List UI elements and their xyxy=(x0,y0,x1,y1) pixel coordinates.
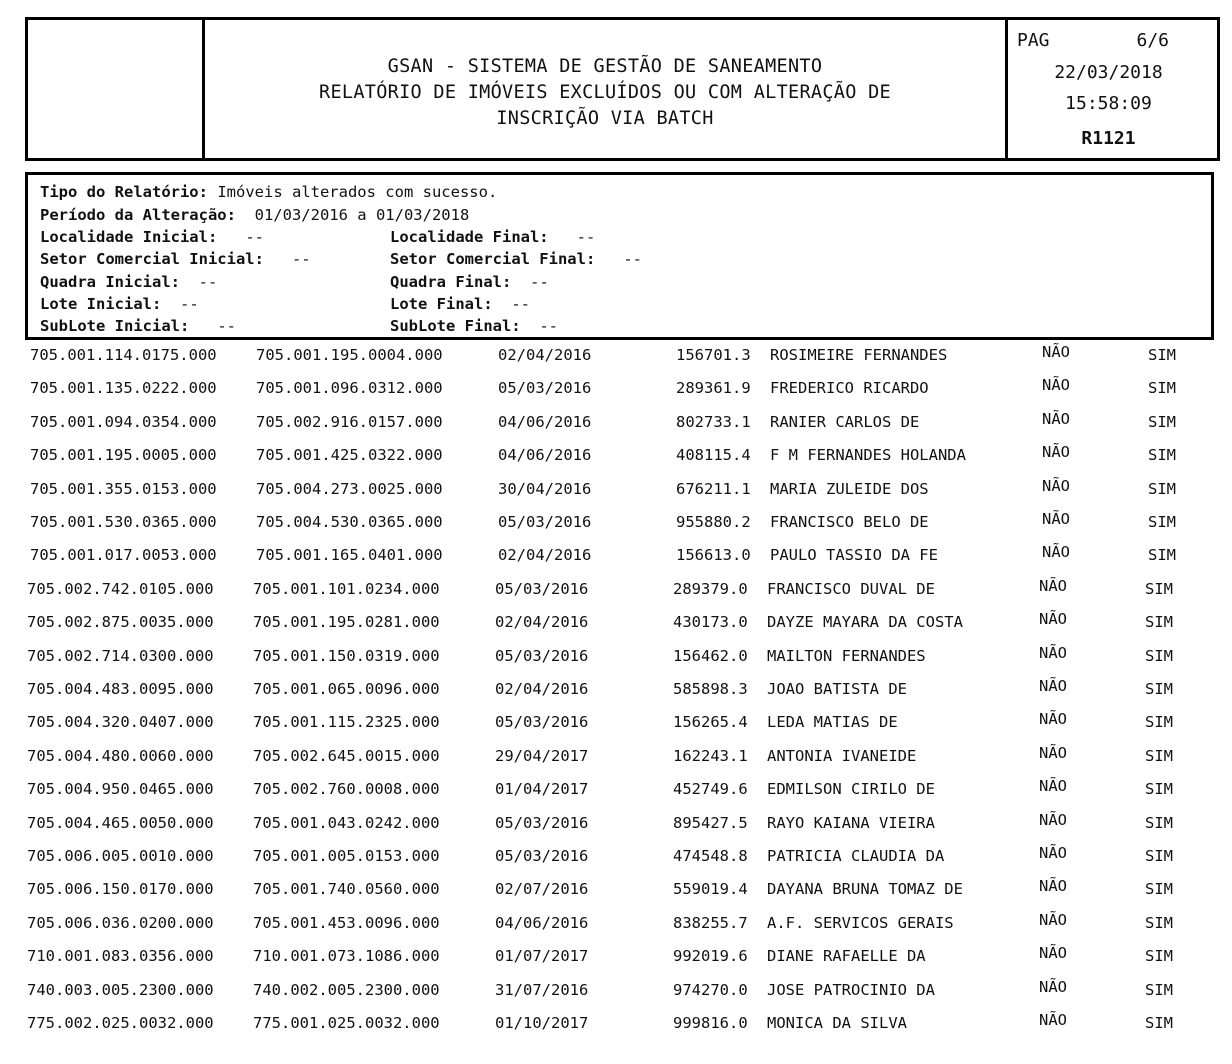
localidade-final-value: -- xyxy=(576,228,596,246)
data-alteracao: 04/06/2016 xyxy=(498,446,592,465)
data-alteracao: 05/03/2016 xyxy=(495,579,589,598)
flag-alterado: SIM xyxy=(1145,613,1173,632)
flag-alterado: SIM xyxy=(1145,813,1173,832)
inscricao-anterior: 705.001.135.0222.000 xyxy=(30,379,217,398)
inscricao-atual: 705.004.273.0025.000 xyxy=(256,479,443,498)
title-line-3: INSCRIÇÃO VIA BATCH xyxy=(496,108,714,129)
data-alteracao: 02/04/2016 xyxy=(495,680,589,698)
nome-cliente: DAYANA BRUNA TOMAZ DE xyxy=(767,880,963,899)
inscricao-anterior: 775.002.025.0032.000 xyxy=(27,1014,214,1032)
inscricao-atual: 705.001.115.2325.000 xyxy=(253,713,440,732)
data-alteracao: 05/03/2016 xyxy=(495,646,589,665)
flag-excluido: NÃO xyxy=(1042,476,1070,495)
report-code: R1121 xyxy=(1081,128,1136,149)
nome-cliente: PATRICIA CLAUDIA DA xyxy=(767,847,945,865)
lote-final-value: -- xyxy=(511,295,530,313)
filter-box xyxy=(25,172,1214,340)
filter-periodo xyxy=(40,206,469,224)
tipo-value: Imóveis alterados com sucesso. xyxy=(217,183,498,201)
inscricao-atual: 705.001.101.0234.000 xyxy=(253,579,440,598)
inscricao-anterior: 705.002.742.0105.000 xyxy=(27,579,214,598)
nome-cliente: MAILTON FERNANDES xyxy=(767,646,926,665)
report-date: 22/03/2018 xyxy=(1054,62,1163,83)
inscricao-atual: 705.002.760.0008.000 xyxy=(253,780,440,799)
data-alteracao: 01/04/2017 xyxy=(495,780,589,799)
flag-excluido: NÃO xyxy=(1039,810,1067,829)
localidade-final-label: Localidade Final: xyxy=(390,228,549,246)
matricula-valor: 999816.0 xyxy=(673,1014,748,1032)
periodo-value: 01/03/2016 a 01/03/2018 xyxy=(254,206,470,224)
matricula-valor: 289379.0 xyxy=(673,579,748,598)
matricula-valor: 156265.4 xyxy=(673,713,748,732)
inscricao-anterior: 705.004.480.0060.000 xyxy=(27,746,214,765)
inscricao-anterior: 705.002.875.0035.000 xyxy=(27,613,214,632)
filter-localidade-final xyxy=(390,228,595,246)
inscricao-atual: 705.001.425.0322.000 xyxy=(256,446,443,465)
matricula-valor: 974270.0 xyxy=(673,980,748,999)
nome-cliente: DAYZE MAYARA DA COSTA xyxy=(767,613,963,632)
nome-cliente: RAYO KAIANA VIEIRA xyxy=(767,813,935,832)
data-alteracao: 05/03/2016 xyxy=(495,713,589,732)
inscricao-anterior: 705.004.465.0050.000 xyxy=(27,813,214,832)
flag-alterado: SIM xyxy=(1145,947,1173,966)
flag-alterado: SIM xyxy=(1145,680,1173,698)
sublote-inicial-value: -- xyxy=(217,317,236,335)
filter-lote-final xyxy=(390,295,530,313)
flag-excluido: NÃO xyxy=(1042,409,1070,428)
nome-cliente: EDMILSON CIRILO DE xyxy=(767,780,935,799)
nome-cliente: RANIER CARLOS DE xyxy=(770,412,920,431)
flag-excluido: NÃO xyxy=(1039,677,1067,695)
report-title xyxy=(205,20,1008,158)
page-label: PAG xyxy=(1017,30,1050,51)
nome-cliente: JOSE PATROCINIO DA xyxy=(767,980,935,999)
quadra-final-value: -- xyxy=(530,273,549,291)
title-line-1: GSAN - SISTEMA DE GESTÃO DE SANEAMENTO xyxy=(387,56,823,77)
lote-inicial-value: -- xyxy=(180,295,199,313)
matricula-valor: 289361.9 xyxy=(676,379,751,398)
nome-cliente: A.F. SERVICOS GERAIS xyxy=(767,913,954,932)
page-number: 6/6 xyxy=(1136,30,1169,51)
flag-alterado: SIM xyxy=(1145,1014,1173,1032)
nome-cliente: ROSIMEIRE FERNANDES xyxy=(770,346,948,364)
data-alteracao: 01/10/2017 xyxy=(495,1014,589,1032)
localidade-inicial-label: Localidade Inicial: xyxy=(40,228,218,246)
flag-excluido: NÃO xyxy=(1042,343,1070,361)
filter-quadra-inicial xyxy=(40,273,217,291)
flag-excluido: NÃO xyxy=(1039,643,1067,662)
setor-inicial-label: Setor Comercial Inicial: xyxy=(40,250,264,268)
data-alteracao: 05/03/2016 xyxy=(495,813,589,832)
data-alteracao: 04/06/2016 xyxy=(498,412,592,431)
setor-final-label: Setor Comercial Final: xyxy=(390,250,596,268)
tipo-label: Tipo do Relatório: xyxy=(40,183,208,201)
filter-sublote-inicial xyxy=(40,317,236,335)
inscricao-atual: 705.001.043.0242.000 xyxy=(253,813,440,832)
matricula-valor: 452749.6 xyxy=(673,780,748,799)
matricula-valor: 408115.4 xyxy=(676,446,751,465)
data-alteracao: 30/04/2016 xyxy=(498,479,592,498)
inscricao-atual: 705.004.530.0365.000 xyxy=(256,513,443,531)
flag-excluido: NÃO xyxy=(1042,543,1070,562)
inscricao-anterior: 705.004.950.0465.000 xyxy=(27,780,214,799)
filter-sublote-final xyxy=(390,317,558,335)
inscricao-atual: 705.001.065.0096.000 xyxy=(253,680,440,698)
data-alteracao: 02/04/2016 xyxy=(498,346,592,364)
data-alteracao: 02/04/2016 xyxy=(495,613,589,632)
matricula-valor: 430173.0 xyxy=(673,613,748,632)
inscricao-atual: 705.001.195.0281.000 xyxy=(253,613,440,632)
quadra-inicial-value: -- xyxy=(198,273,218,291)
nome-cliente: FRANCISCO DUVAL DE xyxy=(767,579,935,598)
flag-excluido: NÃO xyxy=(1042,443,1070,462)
inscricao-anterior: 705.002.714.0300.000 xyxy=(27,646,214,665)
inscricao-atual: 775.001.025.0032.000 xyxy=(253,1014,440,1032)
setor-inicial-value: -- xyxy=(291,250,311,268)
inscricao-anterior: 710.001.083.0356.000 xyxy=(27,947,214,966)
inscricao-anterior: 740.003.005.2300.000 xyxy=(27,980,214,999)
report-meta xyxy=(1011,20,1217,158)
inscricao-anterior: 705.004.320.0407.000 xyxy=(27,713,214,732)
matricula-valor: 895427.5 xyxy=(673,813,748,832)
nome-cliente: JOAO BATISTA DE xyxy=(767,680,907,698)
inscricao-atual: 740.002.005.2300.000 xyxy=(253,980,440,999)
flag-excluido: NÃO xyxy=(1039,844,1067,862)
filter-tipo xyxy=(40,183,497,201)
flag-excluido: NÃO xyxy=(1039,610,1067,629)
filter-localidade-inicial xyxy=(40,228,264,246)
inscricao-atual: 705.001.165.0401.000 xyxy=(256,546,443,565)
inscricao-atual: 705.001.096.0312.000 xyxy=(256,379,443,398)
nome-cliente: LEDA MATIAS DE xyxy=(767,713,898,732)
flag-excluido: NÃO xyxy=(1039,910,1067,929)
sublote-final-value: -- xyxy=(539,317,558,335)
flag-excluido: NÃO xyxy=(1039,944,1067,963)
flag-excluido: NÃO xyxy=(1039,1011,1067,1029)
setor-final-value: -- xyxy=(623,250,642,268)
nome-cliente: FRANCISCO BELO DE xyxy=(770,513,929,531)
flag-excluido: NÃO xyxy=(1039,877,1067,896)
flag-alterado: SIM xyxy=(1145,780,1173,799)
flag-excluido: NÃO xyxy=(1042,510,1070,528)
nome-cliente: FREDERICO RICARDO xyxy=(770,379,929,398)
flag-alterado: SIM xyxy=(1148,546,1176,565)
inscricao-anterior: 705.001.017.0053.000 xyxy=(30,546,217,565)
flag-alterado: SIM xyxy=(1145,579,1173,598)
flag-excluido: NÃO xyxy=(1039,743,1067,762)
inscricao-anterior: 705.006.036.0200.000 xyxy=(27,913,214,932)
inscricao-anterior: 705.004.483.0095.000 xyxy=(27,680,214,698)
data-alteracao: 04/06/2016 xyxy=(495,913,589,932)
filter-quadra-final xyxy=(390,273,549,291)
flag-alterado: SIM xyxy=(1148,379,1176,398)
inscricao-anterior: 705.006.005.0010.000 xyxy=(27,847,214,865)
matricula-valor: 156462.0 xyxy=(673,646,748,665)
flag-excluido: NÃO xyxy=(1039,576,1067,595)
inscricao-anterior: 705.001.355.0153.000 xyxy=(30,479,217,498)
data-alteracao: 05/03/2016 xyxy=(495,847,589,865)
data-alteracao: 05/03/2016 xyxy=(498,513,592,531)
report-time: 15:58:09 xyxy=(1065,93,1152,114)
matricula-valor: 156613.0 xyxy=(676,546,751,565)
data-alteracao: 29/04/2017 xyxy=(495,746,589,765)
sublote-final-label: SubLote Final: xyxy=(390,317,521,335)
flag-alterado: SIM xyxy=(1145,746,1173,765)
filter-setor-inicial xyxy=(40,250,311,268)
data-alteracao: 01/07/2017 xyxy=(495,947,589,966)
matricula-valor: 162243.1 xyxy=(673,746,748,765)
flag-alterado: SIM xyxy=(1145,980,1173,999)
data-alteracao: 02/04/2016 xyxy=(498,546,592,565)
inscricao-anterior: 705.001.114.0175.000 xyxy=(30,346,217,364)
flag-alterado: SIM xyxy=(1148,479,1176,498)
inscricao-anterior: 705.001.530.0365.000 xyxy=(30,513,217,531)
flag-excluido: NÃO xyxy=(1039,777,1067,796)
matricula-valor: 474548.8 xyxy=(673,847,748,865)
inscricao-atual: 705.002.645.0015.000 xyxy=(253,746,440,765)
inscricao-anterior: 705.001.195.0005.000 xyxy=(30,446,217,465)
nome-cliente: MARIA ZULEIDE DOS xyxy=(770,479,929,498)
inscricao-anterior: 705.001.094.0354.000 xyxy=(30,412,217,431)
flag-alterado: SIM xyxy=(1145,880,1173,899)
report-header xyxy=(25,17,1220,161)
nome-cliente: PAULO TASSIO DA FE xyxy=(770,546,938,565)
flag-alterado: SIM xyxy=(1148,412,1176,431)
inscricao-atual: 705.001.005.0153.000 xyxy=(253,847,440,865)
inscricao-atual: 705.001.150.0319.000 xyxy=(253,646,440,665)
data-alteracao: 05/03/2016 xyxy=(498,379,592,398)
inscricao-anterior: 705.006.150.0170.000 xyxy=(27,880,214,899)
periodo-label: Período da Alteração: xyxy=(40,206,236,224)
data-alteracao: 02/07/2016 xyxy=(495,880,589,899)
matricula-valor: 156701.3 xyxy=(676,346,751,364)
flag-excluido: NÃO xyxy=(1039,710,1067,729)
quadra-inicial-label: Quadra Inicial: xyxy=(40,273,180,291)
matricula-valor: 992019.6 xyxy=(673,947,748,966)
flag-alterado: SIM xyxy=(1148,446,1176,465)
sublote-inicial-label: SubLote Inicial: xyxy=(40,317,190,335)
inscricao-atual: 705.001.195.0004.000 xyxy=(256,346,443,364)
flag-alterado: SIM xyxy=(1148,346,1176,364)
inscricao-atual: 705.001.740.0560.000 xyxy=(253,880,440,899)
flag-alterado: SIM xyxy=(1145,913,1173,932)
inscricao-atual: 710.001.073.1086.000 xyxy=(253,947,440,966)
matricula-valor: 559019.4 xyxy=(673,880,748,899)
filter-lote-inicial xyxy=(40,295,199,313)
filter-setor-final xyxy=(390,250,642,268)
nome-cliente: F M FERNANDES HOLANDA xyxy=(770,446,966,465)
nome-cliente: MONICA DA SILVA xyxy=(767,1014,907,1032)
matricula-valor: 955880.2 xyxy=(676,513,751,531)
flag-alterado: SIM xyxy=(1148,513,1176,531)
matricula-valor: 838255.7 xyxy=(673,913,748,932)
flag-alterado: SIM xyxy=(1145,713,1173,732)
logo-cell xyxy=(28,20,205,158)
flag-excluido: NÃO xyxy=(1042,376,1070,395)
data-alteracao: 31/07/2016 xyxy=(495,980,589,999)
inscricao-atual: 705.001.453.0096.000 xyxy=(253,913,440,932)
title-line-2: RELATÓRIO DE IMÓVEIS EXCLUÍDOS OU COM ALTERAÇÃO DE xyxy=(319,82,891,103)
flag-excluido: NÃO xyxy=(1039,977,1067,996)
nome-cliente: DIANE RAFAELLE DA xyxy=(767,947,926,966)
matricula-valor: 676211.1 xyxy=(676,479,751,498)
inscricao-atual: 705.002.916.0157.000 xyxy=(256,412,443,431)
localidade-inicial-value: -- xyxy=(245,228,264,246)
matricula-valor: 585898.3 xyxy=(673,680,748,698)
matricula-valor: 802733.1 xyxy=(676,412,751,431)
lote-final-label: Lote Final: xyxy=(390,295,493,313)
nome-cliente: ANTONIA IVANEIDE xyxy=(767,746,917,765)
quadra-final-label: Quadra Final: xyxy=(390,273,512,291)
flag-alterado: SIM xyxy=(1145,847,1173,865)
lote-inicial-label: Lote Inicial: xyxy=(40,295,162,313)
flag-alterado: SIM xyxy=(1145,646,1173,665)
